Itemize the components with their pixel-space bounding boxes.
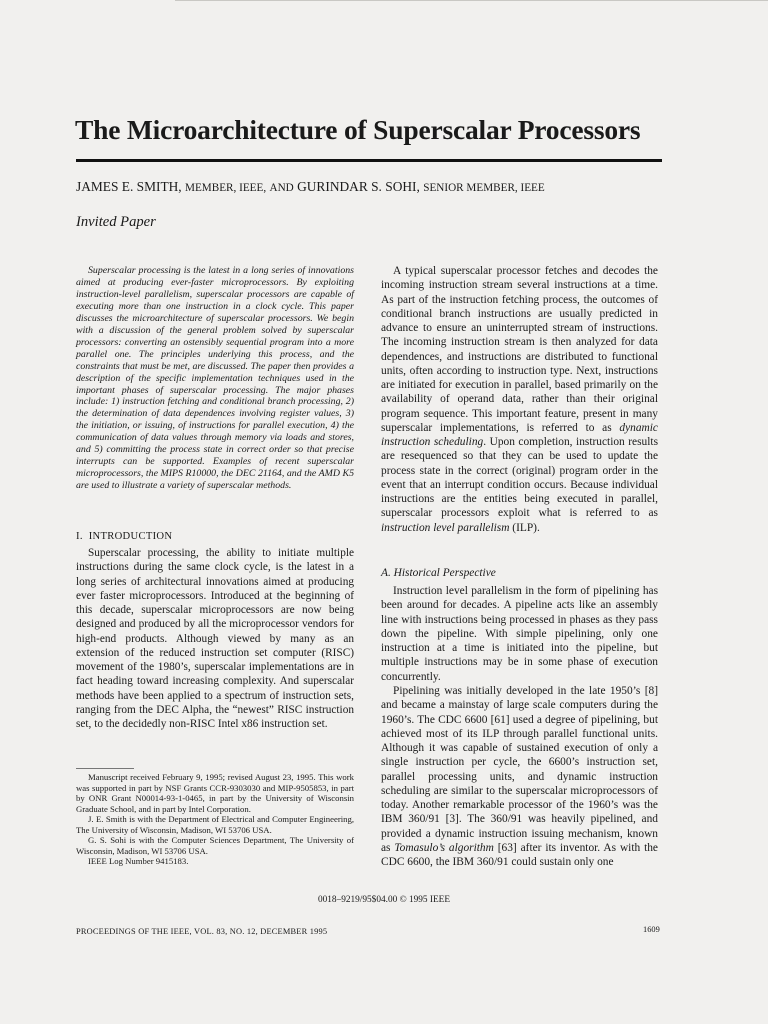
page-number: 1609 (643, 925, 660, 934)
text-run: (ILP). (509, 521, 540, 534)
author-and: AND (269, 182, 294, 194)
paper-title: The Microarchitecture of Superscalar Processors (75, 114, 641, 145)
journal-footer: PROCEEDINGS OF THE IEEE, VOL. 83, NO. 12, DECEMBER 1995 (76, 927, 328, 936)
title-rule (76, 159, 662, 162)
emphasis-tomasulo-algorithm: Tomasulo’s algorithm (394, 841, 494, 854)
author-2: GURINDAR S. SOHI, (297, 179, 420, 194)
author-line (76, 179, 545, 195)
footnote-manuscript: Manuscript received February 9, 1995; revised August 23, 1995. This work was supported in part by NSF Grants CCR-9303030 and MIP-9505853, in part by ONR Grant N00014-93-1-0465, in part by the University of Wisconsin Graduate School, and in part by Intel Corporation. (76, 772, 354, 814)
text-run: Pipelining was initially developed in the late 1950’s [8] and became a mainstay of large scale computers during the 1960’s. The CDC 6600 [61] used a degree of pipelining, but achieved most of its ILP through parallel functional units. Although it was capable of sustained execution of only a single instruction per cycle, the 6600’s instruction set, parallel processing units, and dynamic instruction scheduling are similar to the superscalar microprocessors of today. Another remarkable processor of the 1960’s was the IBM 360/91 [3]. The 360/91 was heavily pipelined, and provided a dynamic instruction issuing mechanism, known as (381, 685, 658, 854)
footnotes (76, 772, 354, 867)
text-run: A typical superscalar processor fetches and decodes the incoming instruction stream several instructions at a time. As part of the instruction fetching process, the outcomes of conditional branch instructions are usually predicted in advance to ensure an uninterrupted stream of instructions. The incoming instruction stream is then analyzed for data dependences, and instructions are distributed to functional units, often according to instruction type. Next, instructions are initiated for execution in parallel, based primarily on the availability of operand data, rather than their original program sequence. This important feature, present in many superscalar implementations, is referred to as (381, 265, 658, 434)
subsection-heading: A. Historical Perspective (381, 567, 496, 579)
author-2-role: SENIOR MEMBER, IEEE (423, 182, 545, 194)
author-1: JAMES E. SMITH, (76, 179, 182, 194)
section-title: INTRODUCTION (88, 531, 173, 542)
footnote-smith: J. E. Smith is with the Department of Electrical and Computer Engineering, The University of Wisconsin, Madison, WI 53706 USA. (76, 814, 354, 835)
author-1-role: MEMBER, IEEE, (185, 182, 267, 194)
section-number: I. (76, 531, 83, 542)
top-rule (175, 0, 768, 1)
emphasis-instruction-level-parallelism: instruction level parallelism (381, 521, 510, 534)
footnote-rule (76, 768, 134, 769)
right-paragraph-1 (381, 264, 658, 535)
copyright-line: 0018–9219/95$04.00 © 1995 IEEE (317, 895, 451, 905)
emphasis-dynamic-instruction-scheduling: dynamic instruction scheduling (381, 421, 658, 448)
abstract: Superscalar processing is the latest in a long series of innovations aimed at producing ever-faster microprocessors. By exploiting instruction-level parallelism, superscalar processors are capable of executing more than one instruction in a clock cycle. This paper discusses the microarchitecture of superscalar processors. We begin with a discussion of the general problem solved by superscalar processors: converting an ostensibly sequential program into a more parallel one. The principles underlying this process, and the constraints that must be met, are discussed. The paper then provides a description of the specific implementation techniques used in the important phases of superscalar processing. The major phases include: 1) instruction fetching and conditional branch processing, 2) the determination of data dependences involving register values, 3) the initiation, or issuing, of instructions for parallel execution, 4) the communication of data values through memory via loads and stores, and 5) committing the process state in correct order so that precise interrupts can be supported. Examples of recent superscalar microprocessors, the MIPS R10000, the DEC 21164, and the AMD K5 are used to illustrate a variety of superscalar methods. (76, 265, 354, 492)
footnote-log-number: IEEE Log Number 9415183. (88, 856, 189, 866)
right-paragraph-3 (381, 684, 658, 869)
section-heading-introduction (76, 531, 172, 542)
text-run: [63] after its inventor. As with the CDC 6600, the IBM 360/91 could sustain only one (381, 841, 658, 868)
paper-type: Invited Paper (76, 214, 156, 230)
footnote-sohi: G. S. Sohi is with the Computer Sciences Department, The University of Wisconsin, Madison, WI 53706 USA. (76, 835, 354, 856)
right-paragraph-2: Instruction level parallelism in the form of pipelining has been around for decades. A pipeline acts like an assembly line with instructions being processed in phases as they pass down the pipeline. With simple pipelining, only one instruction at a time is initiated into the pipeline, but multiple instructions may be in some phase of execution concurrently. (381, 585, 658, 683)
introduction-paragraph: Superscalar processing, the ability to initiate multiple instructions during the same clock cycle, is the latest in a long series of architectural innovations aimed at producing ever faster microprocessors. Introduced at the beginning of this decade, superscalar microprocessors are now being designed and produced by all the microprocessor vendors for high-end products. Although viewed by many as an extension of the reduced instruction set computer (RISC) movement of the 1980’s, superscalar implementations are in fact heading toward increasing complexity. And superscalar methods have been applied to a spectrum of instruction sets, ranging from the DEC Alpha, the “newest” RISC instruction set, to the decidedly non-RISC Intel x86 instruction set. (76, 547, 354, 730)
text-run: . Upon completion, instruction results are resequenced so that they can be used to update the process state in the correct (original) program order in the event that an interrupt condition occurs. Because individual instructions are the entities being executed in parallel, superscalar processors exploit what is referred to as (381, 436, 659, 520)
